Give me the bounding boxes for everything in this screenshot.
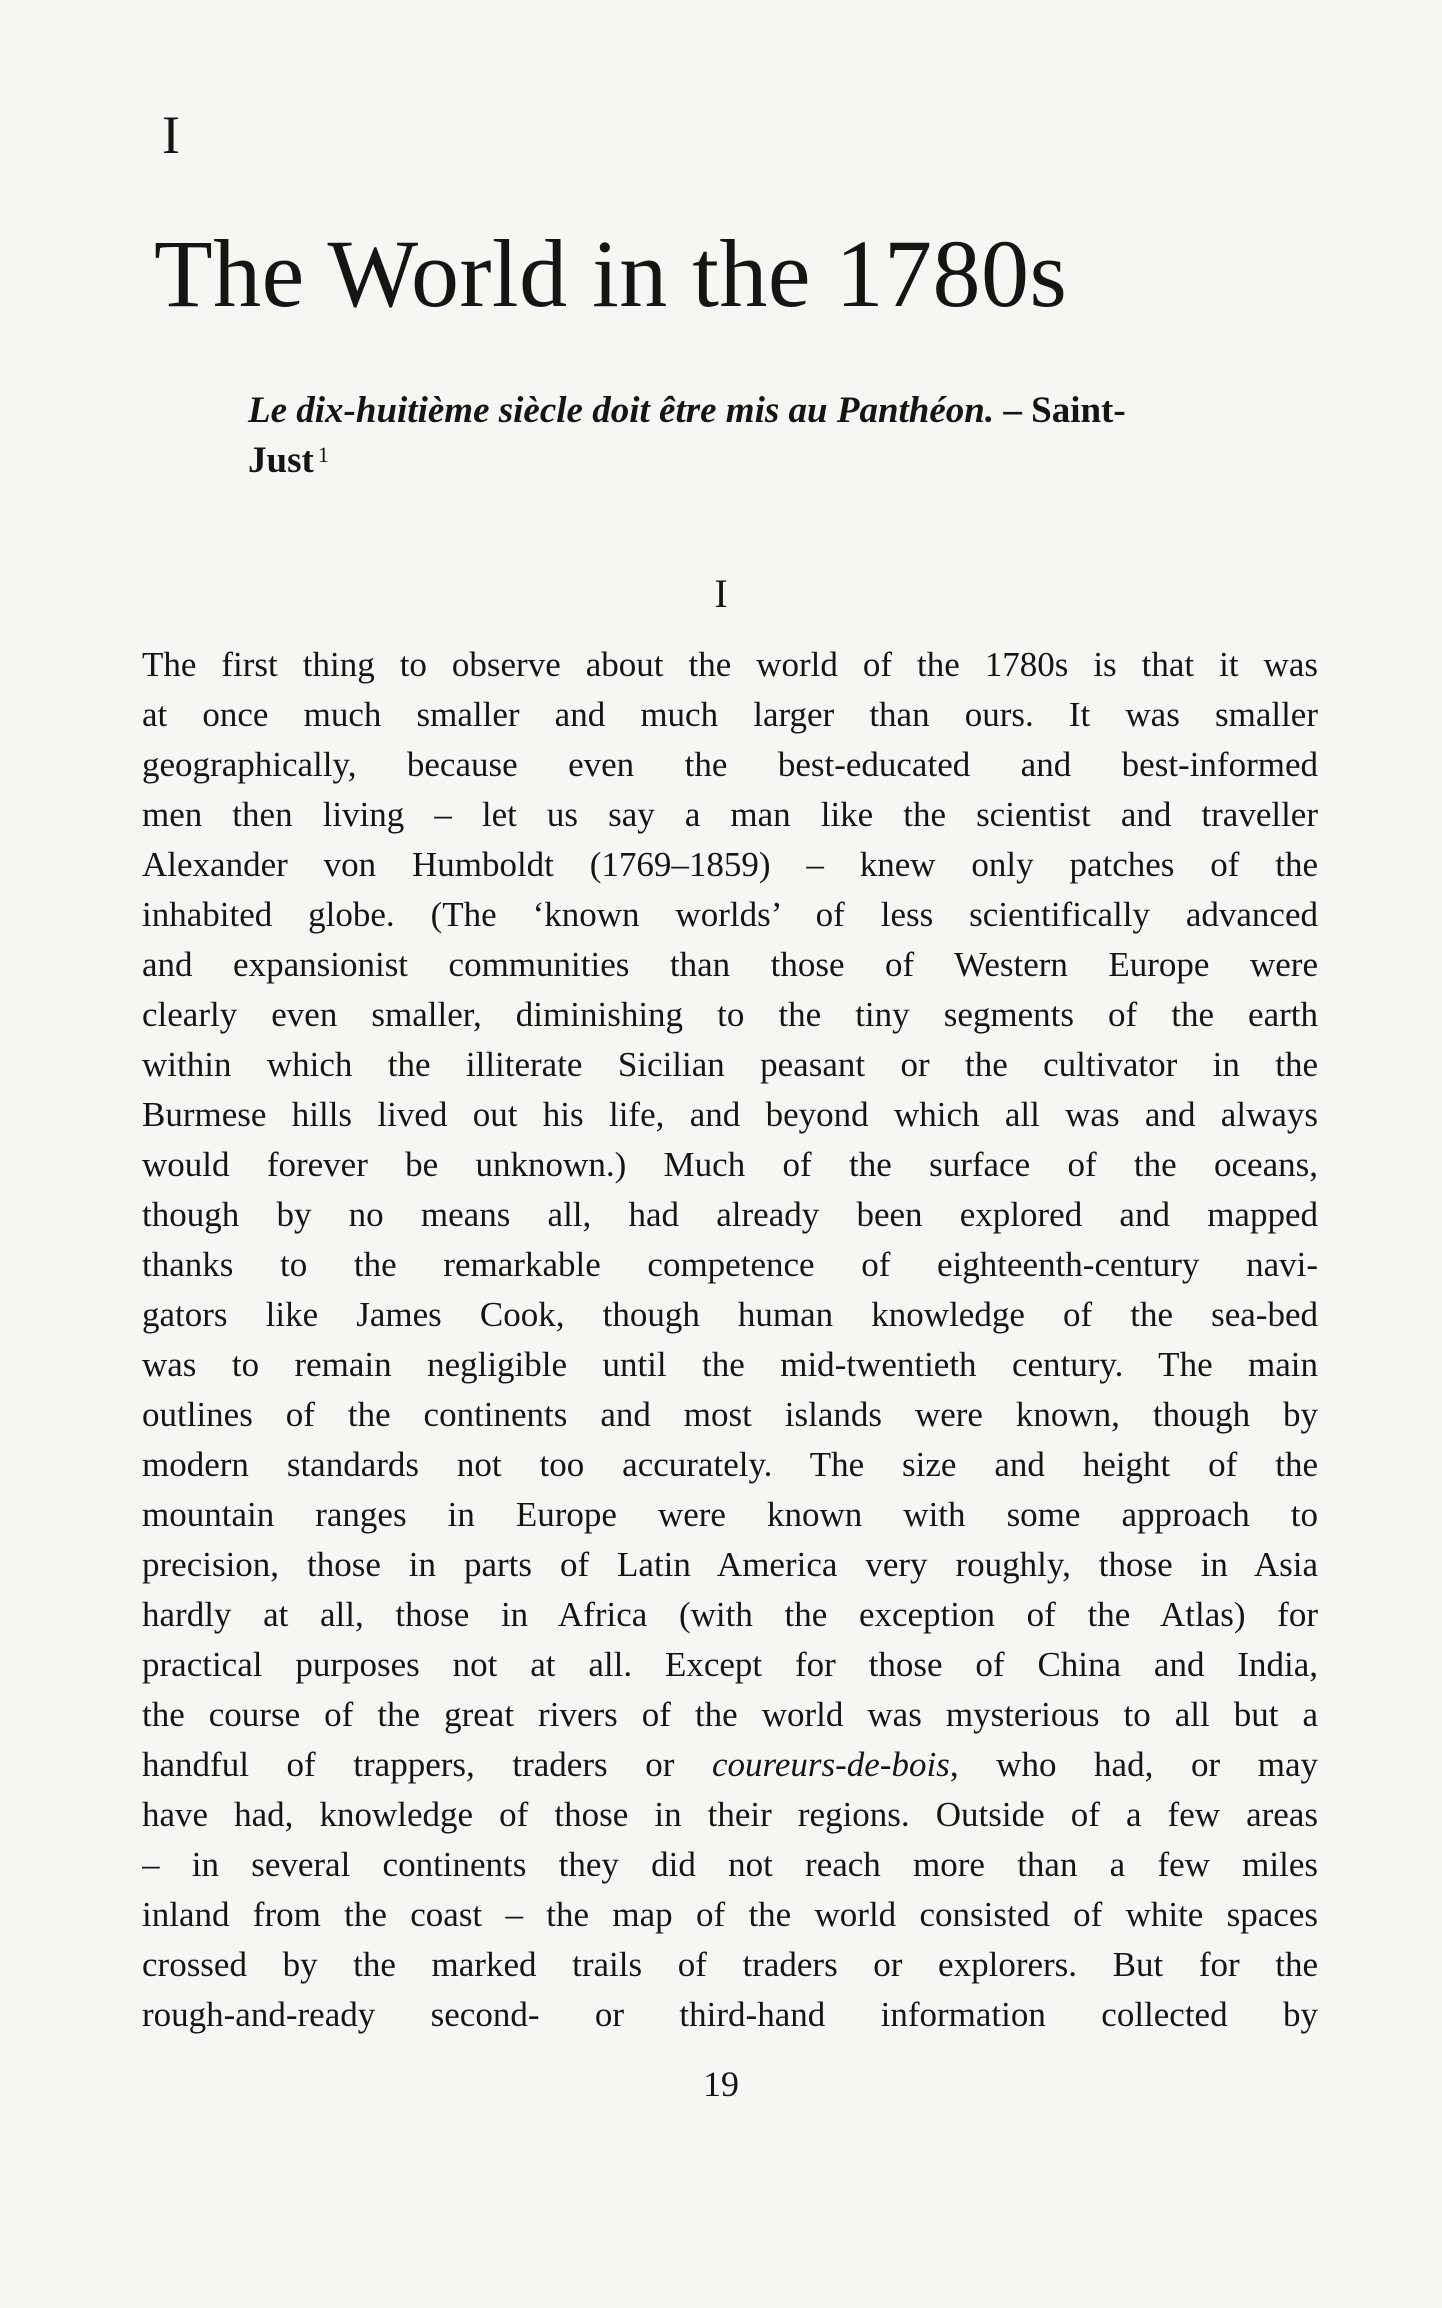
body-line: the course of the great rivers of the world was mysterious to all but a [142, 1695, 1318, 1734]
body-line: clearly even smaller, diminishing to the tiny segments of the earth [142, 995, 1318, 1034]
body-line: would forever be unknown.) Much of the surface of the oceans, [142, 1145, 1318, 1184]
body-line: handful of trappers, traders or coureurs-de-bois, who had, or may [142, 1745, 1318, 1784]
body-line: men then living – let us say a man like the scientist and traveller [142, 795, 1318, 834]
body-line: The first thing to observe about the world of the 1780s is that it was [142, 645, 1318, 684]
body-line: geographically, because even the best-educated and best-informed [142, 745, 1318, 784]
epigraph [248, 386, 1248, 486]
body-line: and expansionist communities than those of Western Europe were [142, 945, 1318, 984]
body-line: precision, those in parts of Latin America very roughly, those in Asia [142, 1545, 1318, 1584]
body-line: practical purposes not at all. Except for those of China and India, [142, 1645, 1318, 1684]
body-line: modern standards not too accurately. The size and height of the [142, 1445, 1318, 1484]
body-line: within which the illiterate Sicilian peasant or the cultivator in the [142, 1045, 1318, 1084]
body-line: have had, knowledge of those in their regions. Outside of a few areas [142, 1795, 1318, 1834]
footnote-marker: 1 [317, 442, 329, 467]
page-number: 19 [703, 2064, 739, 2104]
epigraph-author-first: Saint- [1031, 390, 1126, 431]
body-line: hardly at all, those in Africa (with the exception of the Atlas) for [142, 1595, 1318, 1634]
epigraph-line-2 [248, 436, 1248, 486]
epigraph-quote: Le dix-huitième siècle doit être mis au Panthéon. [248, 390, 995, 431]
body-paragraph [142, 640, 1318, 2040]
body-line: was to remain negligible until the mid-twentieth century. The main [142, 1345, 1318, 1384]
epigraph-author-second: Just [248, 440, 314, 481]
body-line: rough-and-ready second- or third-hand information collected by [142, 1995, 1318, 2034]
body-line: outlines of the continents and most islands were known, though by [142, 1395, 1318, 1434]
italic-term: coureurs-de-bois [711, 1745, 950, 1784]
body-line: Alexander von Humboldt (1769–1859) – knew only patches of the [142, 845, 1318, 884]
chapter-title: The World in the 1780s [154, 220, 1068, 327]
body-line: Burmese hills lived out his life, and beyond which all was and always [142, 1095, 1318, 1134]
body-line: though by no means all, had already been explored and mapped [142, 1195, 1318, 1234]
epigraph-dash: – [994, 390, 1032, 431]
body-line: – in several continents they did not reach more than a few miles [142, 1845, 1318, 1884]
body-line: gators like James Cook, though human knowledge of the sea-bed [142, 1295, 1318, 1334]
epigraph-line-1 [248, 386, 1248, 436]
section-number: I [714, 571, 728, 616]
body-line: inhabited globe. (The ‘known worlds’ of less scientifically advanced [142, 895, 1318, 934]
body-line: thanks to the remarkable competence of eighteenth-century navi- [142, 1245, 1318, 1284]
body-line: crossed by the marked trails of traders or explorers. But for the [142, 1945, 1318, 1984]
body-line: mountain ranges in Europe were known with some approach to [142, 1495, 1318, 1534]
body-line: at once much smaller and much larger than ours. It was smaller [142, 695, 1318, 734]
chapter-number: I [162, 105, 180, 165]
body-line: inland from the coast – the map of the world consisted of white spaces [142, 1895, 1318, 1934]
